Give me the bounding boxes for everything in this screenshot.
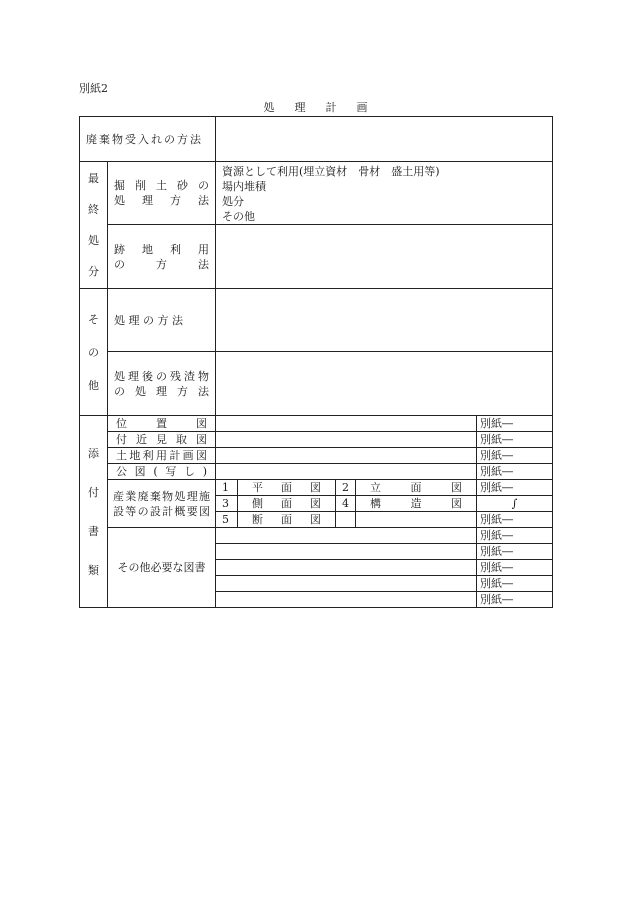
facility-design-label: 産業廃棄物処理施 設等の設計概要図	[108, 480, 216, 528]
attachment-ref: 別紙―	[477, 416, 553, 432]
option-on-site-storage[interactable]: 場内堆積	[222, 180, 266, 193]
residue-treatment-field[interactable]	[216, 352, 553, 416]
other-document-field[interactable]	[216, 576, 477, 592]
site-use-label: 跡 地 利 用 の 方 法	[108, 225, 216, 289]
treatment-method-field[interactable]	[216, 289, 553, 352]
other-document-field[interactable]	[216, 592, 477, 608]
attachment-field[interactable]	[216, 464, 477, 480]
other-group-label: そ の 他	[80, 289, 108, 416]
excavated-soil-label: 掘 削 土 砂 の 処 理 方 法	[108, 162, 216, 225]
excavated-soil-options[interactable]	[216, 162, 553, 225]
attachment-ref: 別紙―	[477, 592, 553, 608]
attachment-cadastral-map: 公図(写し)	[108, 464, 216, 480]
drawing-section-view: 断面図	[238, 512, 336, 528]
drawing-number: 2	[336, 480, 356, 496]
drawing-plan-view: 平面図	[238, 480, 336, 496]
other-documents-label: その他必要な図書	[108, 528, 216, 608]
drawing-number: 3	[216, 496, 238, 512]
drawing-blank-cell[interactable]	[356, 512, 477, 528]
attachment-ref: 別紙―	[477, 480, 553, 496]
attachment-ref: 別紙―	[477, 448, 553, 464]
attachment-field[interactable]	[216, 432, 477, 448]
option-other[interactable]: その他	[222, 210, 255, 223]
range-tilde: ∫	[477, 496, 553, 512]
drawing-number: 4	[336, 496, 356, 512]
drawing-elevation-view: 立面図	[356, 480, 477, 496]
disposal-plan-table	[79, 116, 553, 608]
attachment-ref: 別紙―	[477, 512, 553, 528]
attachment-ref: 別紙―	[477, 528, 553, 544]
attachment-vicinity-map: 付近見取図	[108, 432, 216, 448]
attachment-field[interactable]	[216, 416, 477, 432]
drawing-number: 5	[216, 512, 238, 528]
other-document-field[interactable]	[216, 560, 477, 576]
attachment-ref: 別紙―	[477, 544, 553, 560]
page-title: 処理計画	[263, 101, 388, 114]
attachment-ref: 別紙―	[477, 432, 553, 448]
attachments-group-label: 添 付 書 類	[80, 416, 108, 608]
option-resource-use[interactable]: 資源として利用(埋立資材 骨材 盛土用等)	[222, 165, 440, 178]
other-document-field[interactable]	[216, 528, 477, 544]
residue-treatment-label: 処理後の残渣物 の 処 理 方 法	[108, 352, 216, 416]
attachment-ref: 別紙―	[477, 576, 553, 592]
option-disposal[interactable]: 処分	[222, 195, 244, 208]
receive-method-label: 廃棄物受入れの方法	[80, 117, 216, 162]
site-use-field[interactable]	[216, 225, 553, 289]
attachment-ref: 別紙―	[477, 464, 553, 480]
final-disposal-group-label: 最 終 処 分	[80, 162, 108, 289]
attachment-field[interactable]	[216, 448, 477, 464]
drawing-side-view: 側面図	[238, 496, 336, 512]
attachment-land-use-plan: 土地利用計画図	[108, 448, 216, 464]
treatment-method-label: 処 理 の 方 法	[108, 289, 216, 352]
receive-method-field[interactable]	[216, 117, 553, 162]
drawing-number: 1	[216, 480, 238, 496]
attachment-location-map: 位置図	[108, 416, 216, 432]
page-label: 別紙2	[79, 82, 108, 95]
attachment-ref: 別紙―	[477, 560, 553, 576]
drawing-blank-cell[interactable]	[336, 512, 356, 528]
drawing-structure-view: 構造図	[356, 496, 477, 512]
other-document-field[interactable]	[216, 544, 477, 560]
